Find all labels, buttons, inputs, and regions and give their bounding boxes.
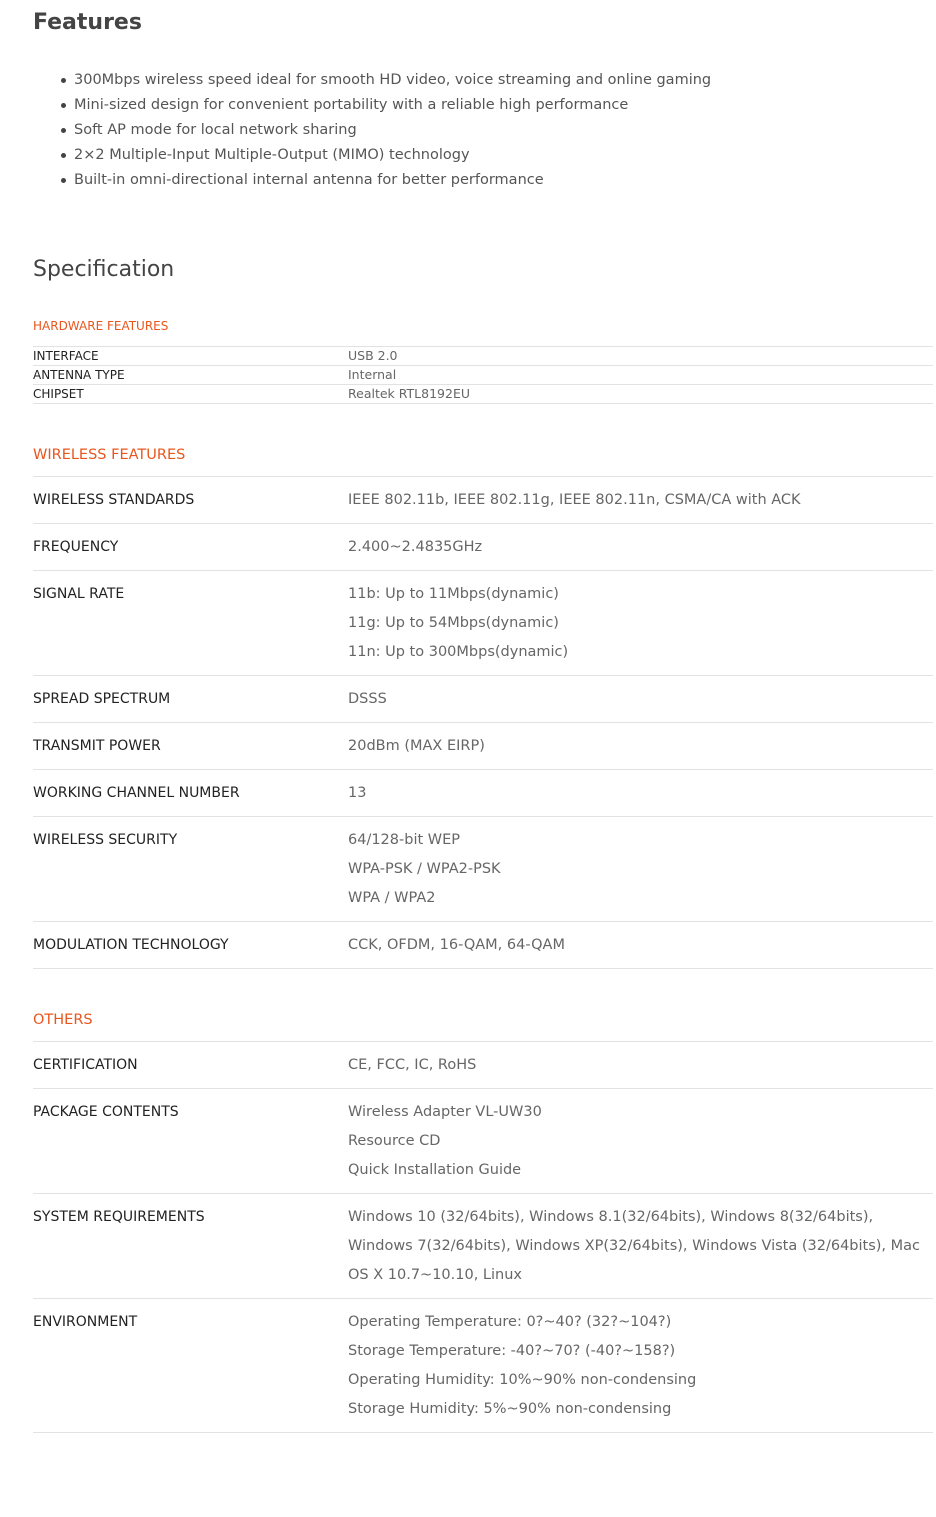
spec-label: WIRELESS STANDARDS xyxy=(33,492,195,508)
spec-value-line: 20dBm (MAX EIRP) xyxy=(348,738,485,754)
spec-label: WORKING CHANNEL NUMBER xyxy=(33,785,240,801)
spec-row xyxy=(33,524,933,571)
spec-row xyxy=(33,676,933,723)
spec-value-line: Operating Humidity: 10%~90% non-condensing xyxy=(348,1372,697,1388)
others-table xyxy=(33,1041,933,1433)
spec-value-line: Realtek RTL8192EU xyxy=(348,386,470,401)
spec-value-line: Internal xyxy=(348,367,397,382)
features-list xyxy=(33,68,933,193)
spec-label: WIRELESS SECURITY xyxy=(33,832,178,848)
spec-label: CERTIFICATION xyxy=(33,1057,138,1073)
spec-value-line: Storage Humidity: 5%~90% non-condensing xyxy=(348,1401,672,1417)
spec-label: ENVIRONMENT xyxy=(33,1314,138,1330)
spec-label: TRANSMIT POWER xyxy=(33,738,161,754)
spec-value xyxy=(348,1299,933,1433)
spec-label: FREQUENCY xyxy=(33,539,119,555)
spec-value xyxy=(348,723,933,770)
spec-row xyxy=(33,1194,933,1299)
spec-label: SPREAD SPECTRUM xyxy=(33,691,171,707)
spec-label: ANTENNA TYPE xyxy=(33,368,125,382)
spec-value-line: Wireless Adapter VL-UW30 xyxy=(348,1104,542,1120)
spec-value xyxy=(348,524,933,571)
spec-value xyxy=(348,1089,933,1194)
spec-row xyxy=(33,347,933,366)
spec-value-line: Windows 10 (32/64bits), Windows 8.1(32/64bits), Windows 8(32/64bits), Windows 7(32/64bits), Windows XP(32/64bits), Windows Vista (32/64bits), Mac OS X 10.7~10.10, Linux xyxy=(348,1209,921,1283)
feature-item: 2×2 Multiple-Input Multiple-Output (MIMO) technology xyxy=(61,143,933,168)
spec-label: PACKAGE CONTENTS xyxy=(33,1104,179,1120)
wireless-features-table xyxy=(33,476,933,969)
spec-row xyxy=(33,922,933,969)
spec-label: MODULATION TECHNOLOGY xyxy=(33,937,229,953)
spec-row xyxy=(33,723,933,770)
spec-value-line: 64/128-bit WEP xyxy=(348,832,461,848)
spec-value-line: 11g: Up to 54Mbps(dynamic) xyxy=(348,615,559,631)
feature-item: Built-in omni-directional internal antenna for better performance xyxy=(61,168,933,193)
spec-value-line: WPA-PSK / WPA2-PSK xyxy=(348,861,501,877)
spec-label: CHIPSET xyxy=(33,387,84,401)
spec-label: SIGNAL RATE xyxy=(33,586,125,602)
spec-value-line: IEEE 802.11b, IEEE 802.11g, IEEE 802.11n, CSMA/CA with ACK xyxy=(348,492,801,508)
specification-title: Specification xyxy=(33,257,175,282)
spec-value-line: CE, FCC, IC, RoHS xyxy=(348,1057,477,1073)
spec-value xyxy=(348,922,933,969)
hardware-features-heading: HARDWARE FEATURES xyxy=(33,319,169,333)
hardware-features-section xyxy=(33,317,933,404)
others-section xyxy=(33,1009,933,1433)
spec-value-line: CCK, OFDM, 16-QAM, 64-QAM xyxy=(348,937,565,953)
spec-value xyxy=(348,817,933,922)
spec-row xyxy=(33,385,933,404)
spec-value-line: Quick Installation Guide xyxy=(348,1162,522,1178)
spec-value xyxy=(348,347,933,366)
spec-value-line: USB 2.0 xyxy=(348,348,398,363)
spec-label: SYSTEM REQUIREMENTS xyxy=(33,1209,205,1225)
spec-value-line: 13 xyxy=(348,785,367,801)
spec-value-line: Operating Temperature: 0?~40? (32?~104?) xyxy=(348,1314,672,1330)
spec-value-line: DSSS xyxy=(348,691,387,707)
spec-value xyxy=(348,366,933,385)
spec-value xyxy=(348,571,933,676)
spec-label: INTERFACE xyxy=(33,349,99,363)
wireless-features-section xyxy=(33,444,933,969)
hardware-features-table xyxy=(33,346,933,404)
spec-row xyxy=(33,1089,933,1194)
features-title: Features xyxy=(33,10,142,35)
spec-value xyxy=(348,676,933,723)
others-heading: OTHERS xyxy=(33,1012,93,1028)
spec-row xyxy=(33,1299,933,1433)
feature-item: Mini-sized design for convenient portability with a reliable high performance xyxy=(61,93,933,118)
spec-value-line: 11b: Up to 11Mbps(dynamic) xyxy=(348,586,559,602)
feature-item: 300Mbps wireless speed ideal for smooth HD video, voice streaming and online gaming xyxy=(61,68,933,93)
spec-value xyxy=(348,385,933,404)
spec-row xyxy=(33,366,933,385)
spec-row xyxy=(33,817,933,922)
spec-value xyxy=(348,477,933,524)
wireless-features-heading: WIRELESS FEATURES xyxy=(33,447,186,463)
spec-value xyxy=(348,1042,933,1089)
spec-value-line: 11n: Up to 300Mbps(dynamic) xyxy=(348,644,569,660)
spec-row xyxy=(33,770,933,817)
spec-value xyxy=(348,770,933,817)
spec-value xyxy=(348,1194,933,1299)
spec-value-line: 2.400~2.4835GHz xyxy=(348,539,483,555)
spec-row xyxy=(33,477,933,524)
spec-value-line: WPA / WPA2 xyxy=(348,890,436,906)
spec-value-line: Storage Temperature: -40?~70? (-40?~158?) xyxy=(348,1343,676,1359)
spec-value-line: Resource CD xyxy=(348,1133,441,1149)
spec-row xyxy=(33,1042,933,1089)
spec-row xyxy=(33,571,933,676)
feature-item: Soft AP mode for local network sharing xyxy=(61,118,933,143)
